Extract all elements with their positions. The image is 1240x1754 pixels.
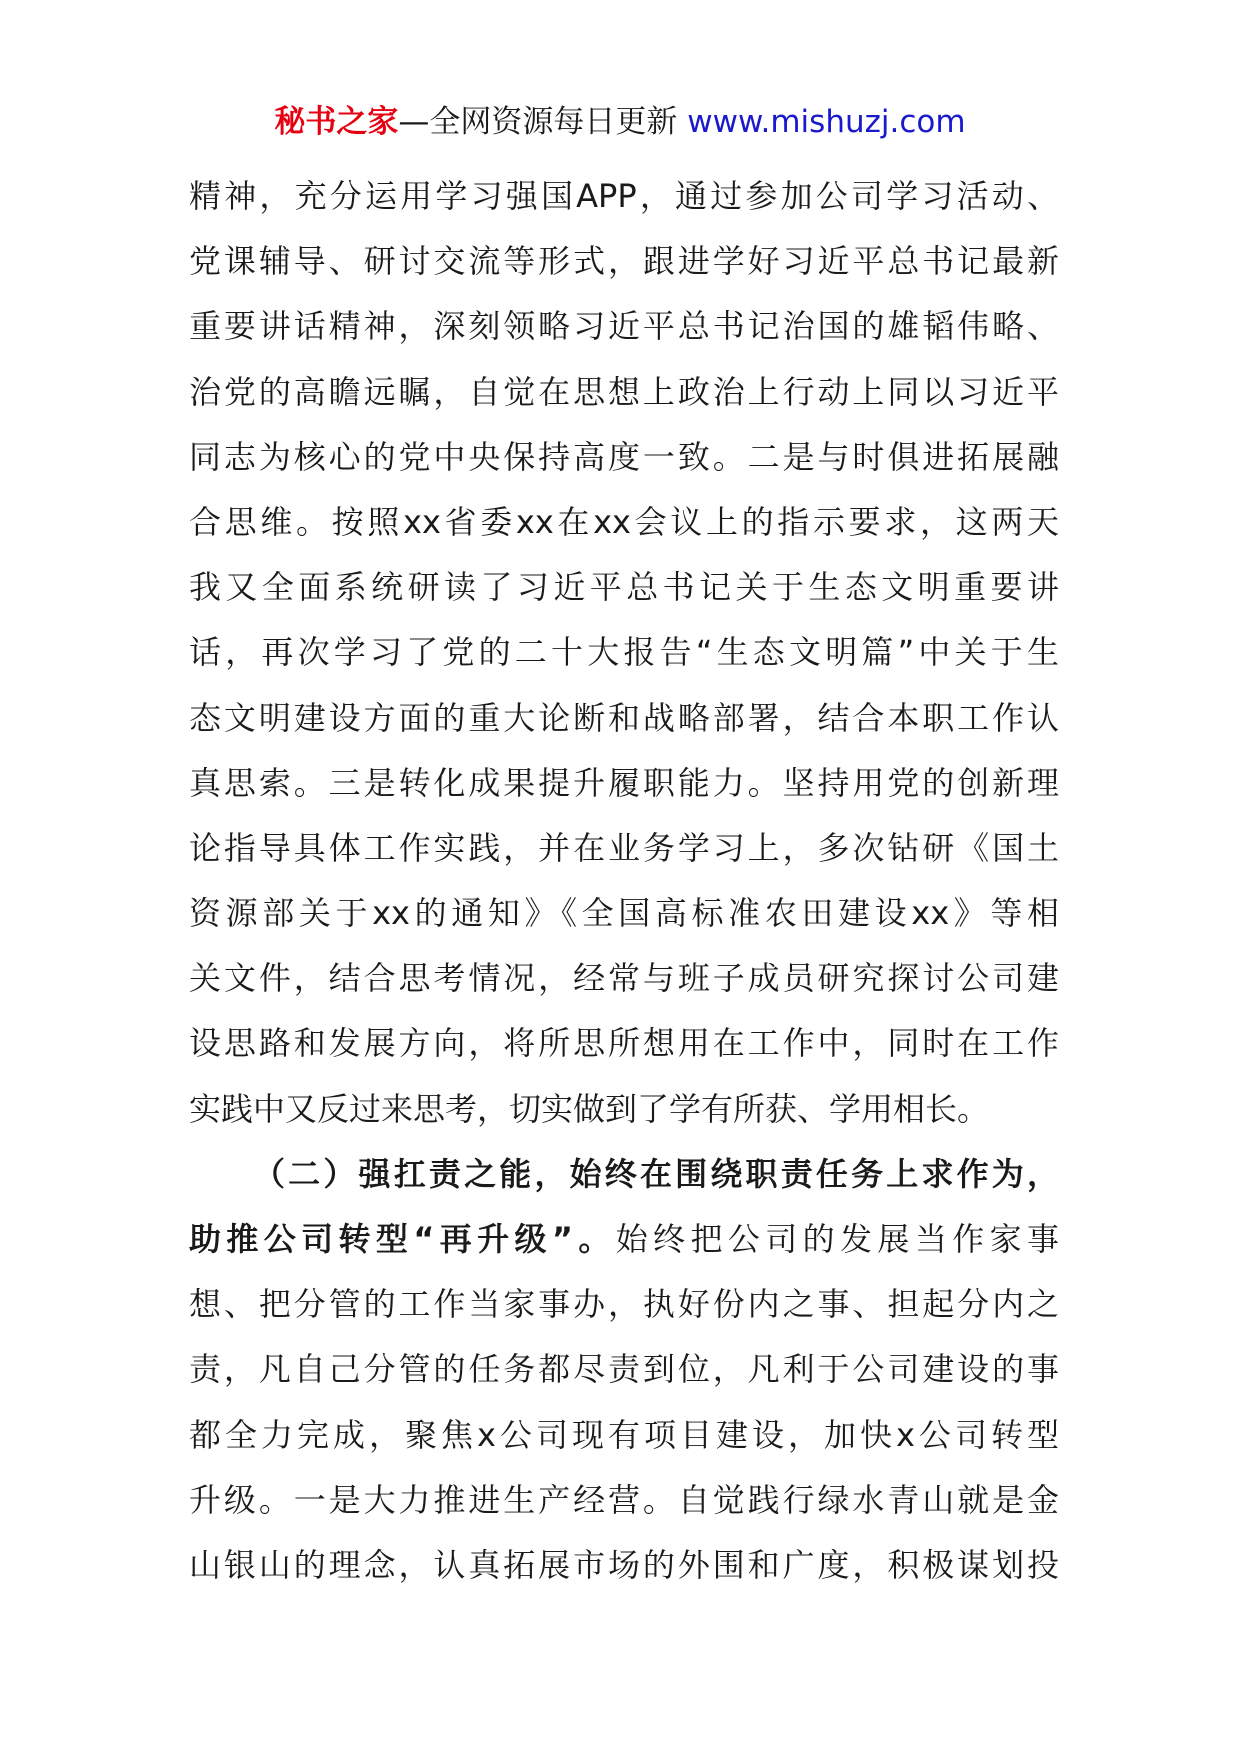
body-line: 论指导具体工作实践，并在业务学习上，多次钻研《国土: [189, 828, 1059, 867]
body-line: 态文明建设方面的重大论断和战略部署，结合本职工作认: [189, 698, 1059, 737]
site-brand: 秘书之家: [274, 104, 399, 140]
body-line: 实践中又反过来思考，切实做到了学有所获、学用相长。: [189, 1089, 990, 1128]
body-line: 重要讲话精神，深刻领略习近平总书记治国的雄韬伟略、: [189, 307, 1059, 346]
section-heading: （二）强扛责之能，始终在围绕职责任务上求作为，: [253, 1154, 1059, 1193]
document-body: [189, 164, 1059, 1598]
section-heading-continued: [189, 1207, 1059, 1272]
body-line: 资源部关于xx的通知》《全国高标准农田建设xx》等相: [189, 894, 1059, 933]
body-line: 精神，充分运用学习强国APP，通过参加公司学习活动、: [189, 177, 1059, 215]
body-line: 升级。一是大力推进生产经营。自觉践行绿水青山就是金: [189, 1480, 1059, 1519]
body-line: 真思索。三是转化成果提升履职能力。坚持用党的创新理: [189, 763, 1059, 802]
body-line: 合思维。按照xx省委xx在xx会议上的指示要求，这两天: [189, 502, 1059, 541]
site-slogan: —全网资源每日更新: [398, 104, 678, 140]
body-line: 同志为核心的党中央保持高度一致。二是与时俱进拓展融: [189, 437, 1059, 476]
body-line: 治党的高瞻远瞩，自觉在思想上政治上行动上同以习近平: [189, 372, 1059, 411]
body-line: 关文件，结合思考情况，经常与班子成员研究探讨公司建: [189, 959, 1059, 998]
body-line: 党课辅导、研讨交流等形式，跟进学好习近平总书记最新: [189, 242, 1059, 281]
body-line: 山银山的理念，认真拓展市场的外围和广度，积极谋划投: [189, 1545, 1059, 1584]
site-header: [0, 100, 1240, 144]
body-line: 设思路和发展方向，将所思所想用在工作中，同时在工作: [189, 1024, 1059, 1063]
body-line: 责，凡自己分管的任务都尽责到位，凡利于公司建设的事: [189, 1350, 1059, 1389]
body-line: 想、把分管的工作当家事办，执好份内之事、担起分内之: [189, 1285, 1059, 1324]
body-line: 都全力完成，聚焦x公司现有项目建设，加快x公司转型: [189, 1415, 1059, 1454]
body-line: 我又全面系统研读了习近平总书记关于生态文明重要讲: [189, 568, 1059, 607]
section-text: 始终把公司的发展当作家事: [615, 1220, 1059, 1258]
body-line: 话，再次学习了党的二十大报告“生态文明篇”中关于生: [189, 633, 1059, 672]
section-heading-tail: 助推公司转型“再升级”。: [189, 1220, 616, 1258]
site-url-link[interactable]: www.mishuzj.com: [687, 104, 966, 140]
